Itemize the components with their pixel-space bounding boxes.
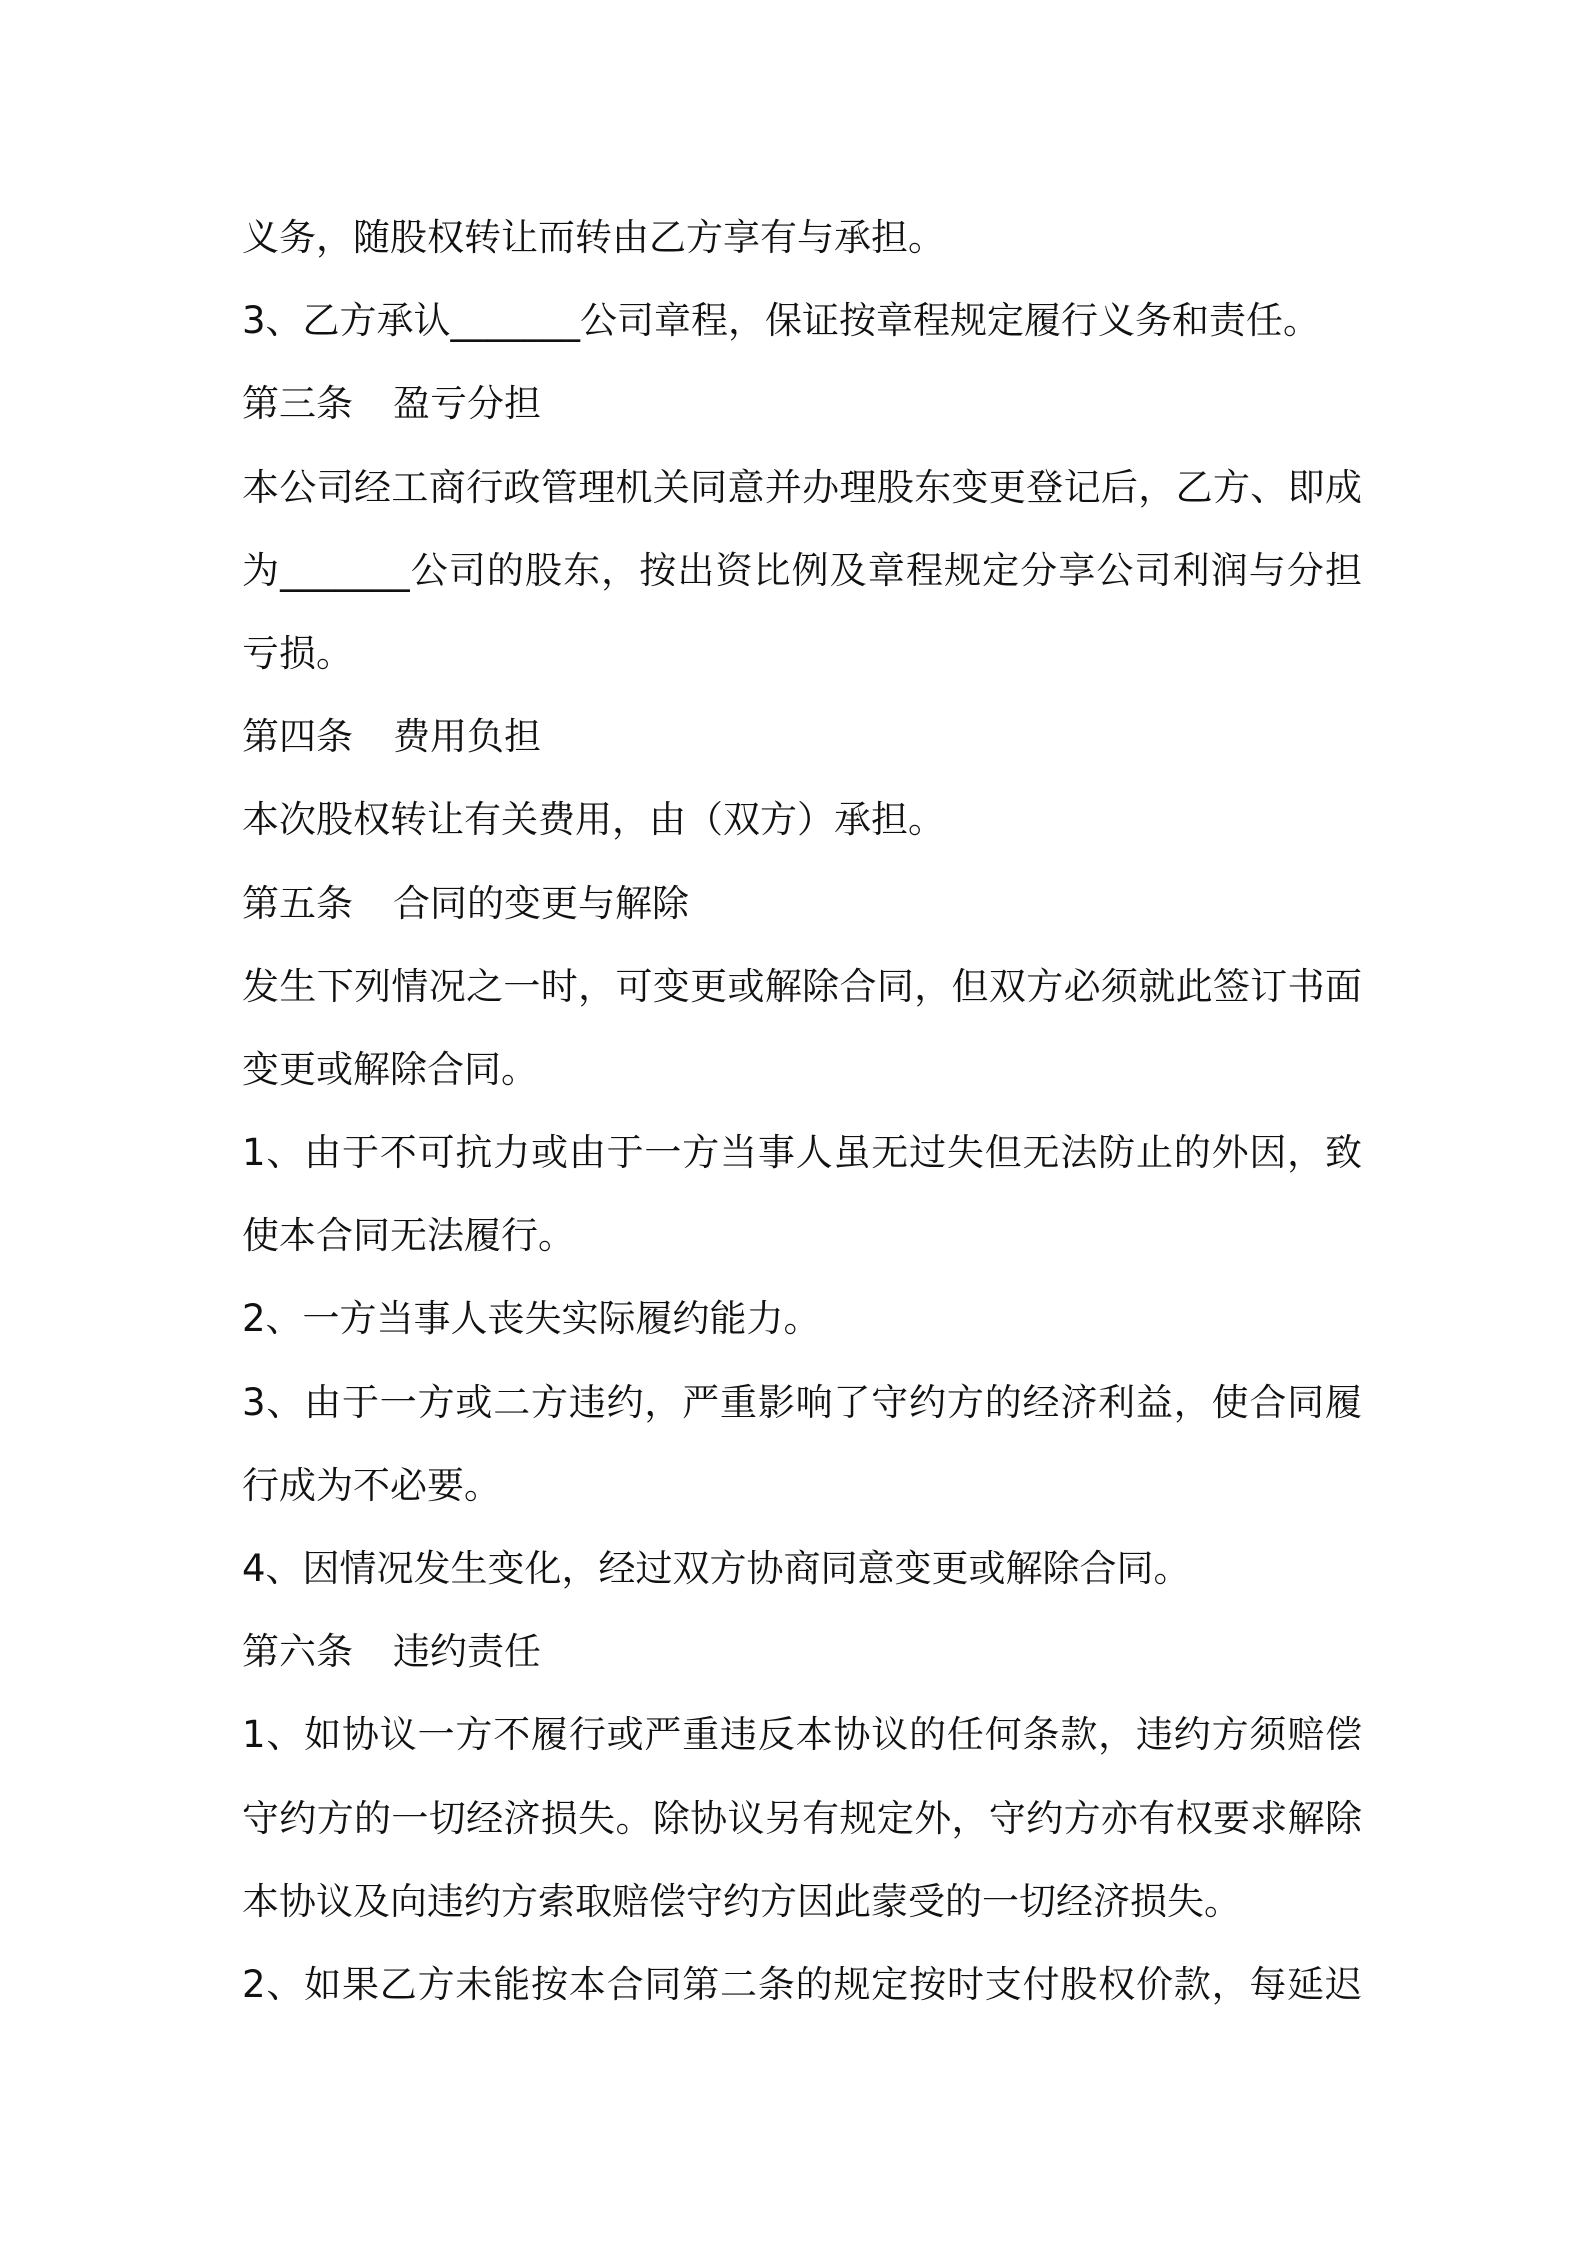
section-number: 第五条: [242, 881, 353, 925]
list-item-line: 2、一方当事人丧失实际履约能力。: [242, 1297, 821, 1341]
list-item-line: 3、由于一方或二方违约，严重影响了守约方的经济利益，使合同履: [242, 1380, 1362, 1424]
list-item-line: 行成为不必要。: [242, 1463, 501, 1507]
section-title: 费用负担: [393, 715, 541, 759]
paragraph-line: 发生下列情况之一时，可变更或解除合同，但双方必须就此签订书面: [242, 964, 1362, 1008]
section-heading: [242, 362, 1362, 445]
paragraph-line: 本公司经工商行政管理机关同意并办理股东变更登记后，乙方、即成: [242, 465, 1362, 509]
paragraph-line: 3、乙方承认_______公司章程，保证按章程规定履行义务和责任。: [242, 299, 1321, 343]
section-number: 第三条: [242, 382, 353, 426]
list-item-line: 2、如果乙方未能按本合同第二条的规定按时支付股权价款，每延迟: [242, 1962, 1362, 2006]
list-item-line: 使本合同无法履行。: [242, 1214, 575, 1258]
section-title: 盈亏分担: [393, 382, 541, 426]
paragraph-line: 本次股权转让有关费用，由（双方）承担。: [242, 798, 945, 842]
list-item-line: 1、由于不可抗力或由于一方当事人虽无过失但无法防止的外因，致: [242, 1131, 1362, 1175]
section-heading: [242, 1610, 1362, 1693]
list-item-line: 4、因情况发生变化，经过双方协商同意变更或解除合同。: [242, 1547, 1191, 1590]
section-heading: [242, 695, 1362, 778]
paragraph-line: 亏损。: [242, 631, 353, 675]
list-item-line: 守约方的一切经济损失。除协议另有规定外，守约方亦有权要求解除: [242, 1796, 1362, 1840]
paragraph-line: 变更或解除合同。: [242, 1047, 538, 1091]
section-number: 第四条: [242, 715, 353, 759]
section-heading: [242, 862, 1362, 945]
section-number: 第六条: [242, 1630, 353, 1674]
list-item-line: 1、如协议一方不履行或严重违反本协议的任何条款，违约方须赔偿: [242, 1713, 1362, 1757]
document-body: [242, 196, 1362, 2026]
section-title: 违约责任: [393, 1630, 541, 1674]
paragraph-line: 义务，随股权转让而转由乙方享有与承担。: [242, 216, 945, 259]
section-title: 合同的变更与解除: [393, 881, 689, 925]
list-item-line: 本协议及向违约方索取赔偿守约方因此蒙受的一切经济损失。: [242, 1879, 1241, 1923]
paragraph-line: 为_______公司的股东，按出资比例及章程规定分享公司利润与分担: [242, 548, 1362, 592]
